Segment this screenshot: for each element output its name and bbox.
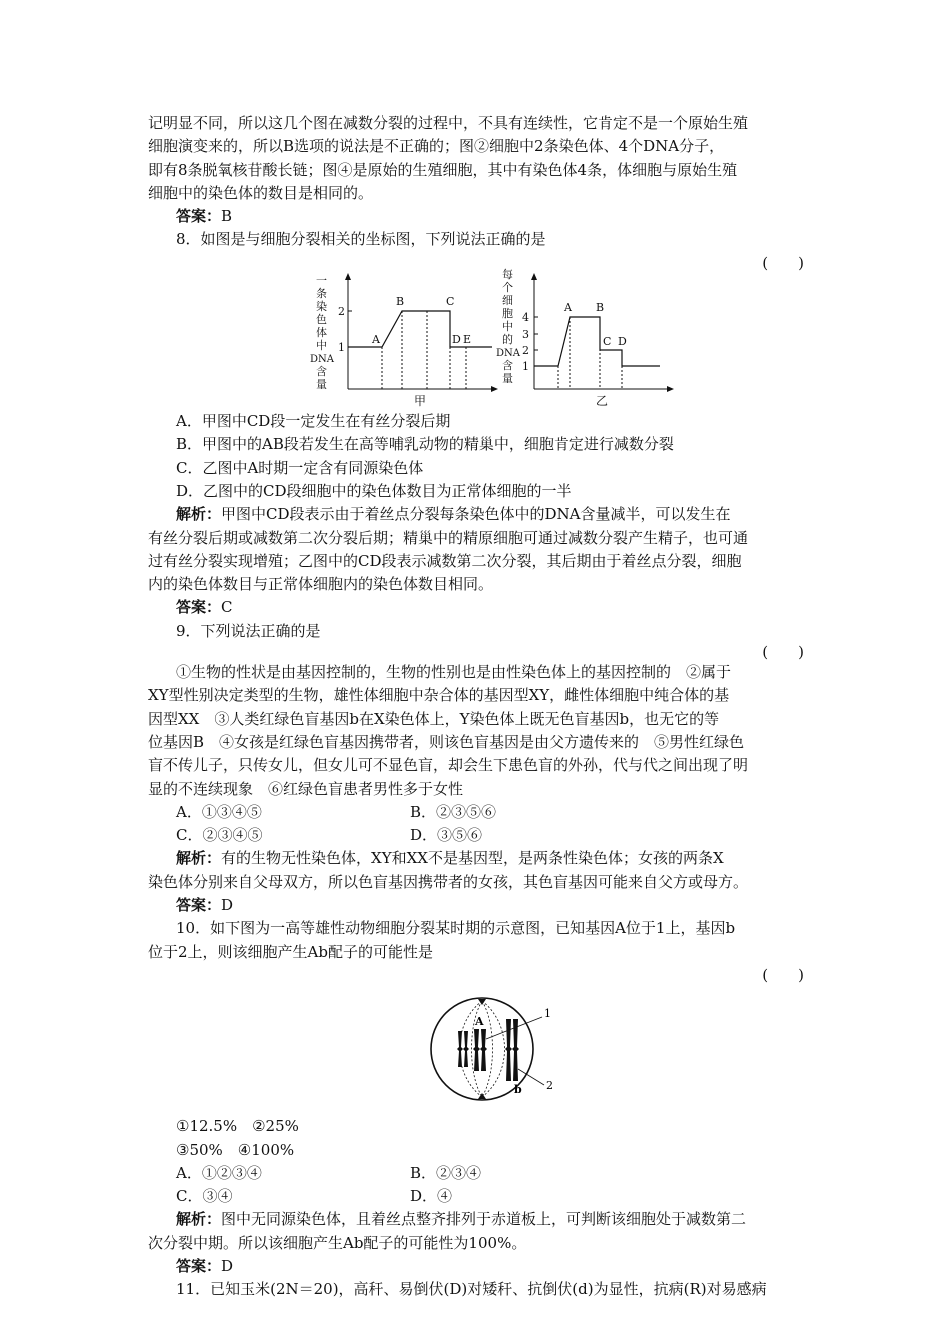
point-label: C <box>446 295 455 309</box>
ylabel-char: 胞 <box>502 307 513 321</box>
chart-caption: 乙 <box>596 394 609 409</box>
point-label: D <box>618 335 627 349</box>
point-label: A <box>372 333 380 347</box>
option-row <box>148 801 808 824</box>
answer-value: C <box>221 598 233 617</box>
ylabel-char: 个 <box>502 281 513 295</box>
ylabel-char: 色 <box>316 313 327 327</box>
point-label: E <box>463 333 472 347</box>
q8-figure <box>148 268 808 410</box>
ylabel-char: 含 <box>316 365 327 379</box>
answer-paren: ( ) <box>762 643 804 662</box>
point-label: A <box>564 301 572 315</box>
analysis-label: 解析： <box>176 505 222 524</box>
analysis-line <box>148 847 808 870</box>
option: C．②③④⑤ <box>176 826 263 845</box>
intro-line: 细胞中的染色体的数目是相同的。 <box>148 183 374 202</box>
question-body: 因型XX ③人类红绿色盲基因b在X染色体上，Y染色体上既无色盲基因b，也无它的等 <box>148 709 720 728</box>
option-row <box>148 1185 808 1208</box>
gene-label: A <box>475 1015 484 1029</box>
analysis-label: 解析： <box>176 1210 222 1229</box>
ylabel-char: DNA <box>310 354 334 366</box>
ylabel-char: 每 <box>502 268 513 282</box>
ylabel-char: 染 <box>316 300 327 314</box>
ylabel-char: 一 <box>316 274 327 288</box>
answer-label: 答案： <box>176 598 222 617</box>
option: B．甲图中的AB段若发生在高等哺乳动物的精巢中，细胞肯定进行减数分裂 <box>176 435 674 454</box>
answer-value: D <box>221 1256 234 1275</box>
option: A．①②③④ <box>176 1163 262 1182</box>
ylabel-char: 量 <box>502 372 513 386</box>
answer-line <box>148 1255 808 1278</box>
ytick: 1 <box>522 360 529 374</box>
ytick: 3 <box>522 328 529 342</box>
answer-label: 答案： <box>176 896 222 915</box>
question-body: XY型性别决定类型的生物，雄性体细胞中杂合体的基因型XY，雌性体细胞中纯合体的基 <box>148 686 730 705</box>
point-label: B <box>596 301 605 315</box>
ytick: 2 <box>338 305 345 319</box>
analysis-line <box>148 1208 808 1231</box>
intro-line: 记明显不同，所以这几个图在减数分裂的过程中，不具有连续性，它肯定不是一个原始生殖 <box>148 114 749 132</box>
choice-line: ①12.5% ②25% <box>176 1117 299 1136</box>
option: A．甲图中CD段一定发生在有丝分裂后期 <box>176 412 451 431</box>
ylabel-char: 体 <box>316 326 327 340</box>
option: C．乙图中A时期一定含有同源染色体 <box>176 458 424 477</box>
ylabel-char: 细 <box>502 294 513 308</box>
question-body: 显的不连续现象 ⑥红绿色盲患者男性多于女性 <box>148 779 464 798</box>
intro-line: 细胞演变来的，所以B选项的说法是不正确的；图②细胞中2条染色体、4个DNA分子， <box>148 137 725 156</box>
option: A．①③④⑤ <box>176 802 262 821</box>
option-row <box>148 1162 808 1185</box>
pointer-label: 1 <box>544 1007 551 1021</box>
option: D．乙图中的CD段细胞中的染色体数目为正常体细胞的一半 <box>176 481 572 500</box>
answer-paren: ( ) <box>762 253 804 272</box>
option: B．②③⑤⑥ <box>410 802 497 821</box>
ytick: 2 <box>522 344 529 358</box>
option: D．④ <box>410 1187 453 1206</box>
chart-right <box>496 265 680 409</box>
cell-diagram <box>430 989 570 1117</box>
question-stem: 位于2上，则该细胞产生Ab配子的可能性是 <box>148 942 433 961</box>
choice-line: ③50% ④100% <box>176 1140 295 1159</box>
question-stem: 11．已知玉米(2N＝20)，高秆、易倒伏(D)对矮秆、抗倒伏(d)为显性，抗病(R)对易感病 <box>176 1280 767 1299</box>
point-label: B <box>396 295 405 309</box>
ytick: 1 <box>338 341 345 355</box>
answer-value: B <box>221 207 233 226</box>
point-label: C <box>603 335 612 349</box>
gene-label: b <box>514 1083 522 1097</box>
analysis-text: 图中无同源染色体，且着丝点整齐排列于赤道板上，可判断该细胞处于减数第二 <box>221 1210 747 1229</box>
analysis-text: 甲图中CD段表示由于着丝点分裂每条染色体中的DNA含量减半，可以发生在 <box>221 505 731 524</box>
pointer-label: 2 <box>546 1079 553 1093</box>
question-stem: 10．如下图为一高等雄性动物细胞分裂某时期的示意图，已知基因A位于1上，基因b <box>176 919 736 938</box>
analysis-line: 染色体分别来自父母双方，所以色盲基因携带者的女孩，其色盲基因可能来自父方或母方。 <box>148 872 749 891</box>
ytick: 4 <box>522 311 529 325</box>
ylabel-char: DNA <box>496 348 520 360</box>
answer-value: D <box>221 896 234 915</box>
question-stem: 9．下列说法正确的是 <box>176 621 321 640</box>
analysis-label: 解析： <box>176 849 222 868</box>
question-body: 位基因B ④女孩是红绿色盲基因携带者，则该色盲基因是由父方遗传来的 ⑤男性红绿色 <box>148 732 745 751</box>
answer-label: 答案： <box>176 207 222 226</box>
analysis-line: 次分裂中期。所以该细胞产生Ab配子的可能性为100%。 <box>148 1233 527 1252</box>
question-body: 盲不传儿子，只传女儿，但女儿可不显色盲，却会生下患色盲的外孙，代与代之间出现了明 <box>148 756 749 775</box>
ylabel-char: 中 <box>502 320 513 334</box>
option: B．②③④ <box>410 1163 482 1182</box>
option-row <box>148 824 808 847</box>
analysis-line: 内的染色体数目与正常体细胞内的染色体数目相同。 <box>148 575 494 594</box>
ylabel-char: 含 <box>502 359 513 373</box>
analysis-line: 有丝分裂后期或减数第二次分裂后期；精巢中的精原细胞可通过减数分裂产生精子，也可通 <box>148 528 749 547</box>
option: D．③⑤⑥ <box>410 826 483 845</box>
ylabel-char: 中 <box>316 339 327 353</box>
ylabel-char: 量 <box>316 378 327 392</box>
analysis-text: 有的生物无性染色体，XY和XX不是基因型，是两条性染色体；女孩的两条X <box>221 849 724 868</box>
ylabel-char: 的 <box>502 333 513 347</box>
point-label: D <box>452 333 461 347</box>
answer-line <box>148 894 808 917</box>
cell-figure <box>148 987 808 1115</box>
question-body: ①生物的性状是由基因控制的，生物的性别也是由性染色体上的基因控制的 ②属于 <box>176 663 732 682</box>
analysis-line <box>148 503 808 526</box>
chart-left <box>310 271 516 409</box>
intro-line: 即有8条脱氧核苷酸长链；图④是原始的生殖细胞，其中有染色体4条，体细胞与原始生殖 <box>148 160 738 179</box>
answer-line <box>148 596 808 619</box>
answer-line <box>148 205 808 228</box>
exam-page <box>148 112 808 1302</box>
chart-caption: 甲 <box>414 394 427 409</box>
question-stem: 8．如图是与细胞分裂相关的坐标图，下列说法正确的是 <box>176 230 546 249</box>
answer-paren: ( ) <box>762 965 804 984</box>
ylabel-char: 条 <box>316 287 327 301</box>
answer-label: 答案： <box>176 1256 222 1275</box>
analysis-line: 过有丝分裂实现增殖；乙图中的CD段表示减数第二次分裂，其后期由于着丝点分裂，细胞 <box>148 551 742 570</box>
option: C．③④ <box>176 1187 233 1206</box>
